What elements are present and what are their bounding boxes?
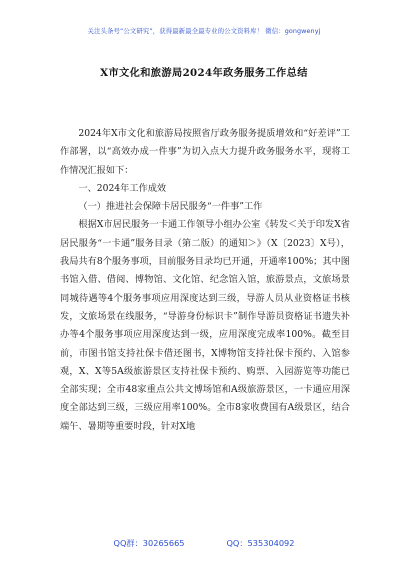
subsection-heading: （一）推进社会保障卡居民服务“一件事”工作 [78, 201, 263, 213]
document-title: X市文化和旅游局2024年政务服务工作总结 [100, 67, 308, 79]
document-body [60, 125, 350, 436]
intro-paragraph: 2024年X市文化和旅游局按照省厅政务服务提质增效和“好差评”工作部署，以“高效办成一件事”为切入点大力提升政务服务水平，现将工作情况汇报如下： [60, 128, 350, 176]
body-paragraph: 根据X市居民服务一卡通工作领导小组办公室《转发＜关于印发X省居民服务“一卡通”服务目录（第二版）的通知＞》（X〔2023〕X号），我局共有8个服务事项，目前服务目录均已开通，开通率100%；其中图书馆入借、借阅、博物馆、文化馆、纪念馆入馆，旅游景点，文旅场景同城待遇等4个服务事项应用深度达到三级，导游人员从业资格证书核发，文旅场景在线服务，“导游身份标识卡”制作导游员资格证书遗失补办等4个服务事项应用深度达到一级，应用深度完成率100%。截至目前，市图书馆支持社保卡借还图书，X博物馆支持社保卡预约、入馆参观，X、X等5A级旅游景区支持社保卡预约、购票、入园游览等功能已全部实现；全市48家重点公共文博场馆和A级旅游景区，一卡通应用深度全部达到三级，三级应用率100%。全市8家收费国有A级景区，结合端午、暑期等重要时段，针对X地 [60, 219, 350, 432]
qq-group-text: QQ群：30265665 [113, 538, 185, 548]
footer-contact [0, 538, 408, 549]
section-heading: 一、2024年工作成效 [78, 182, 167, 194]
qq-text: QQ：535304092 [226, 538, 295, 548]
header-banner: 关注头条号“公文研究”，获得最新最全最专业的公文资料库！ 微信：gongwenyj [87, 27, 321, 35]
